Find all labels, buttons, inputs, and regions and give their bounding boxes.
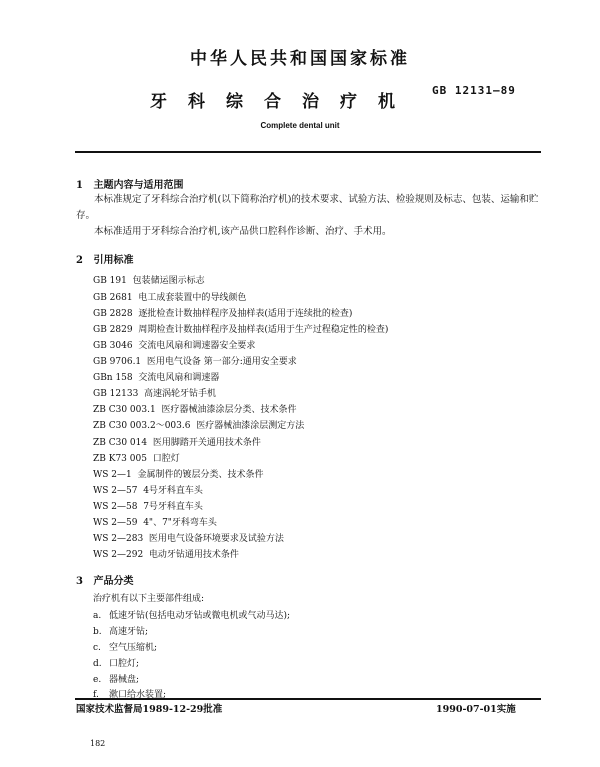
reference-title: 高速涡轮牙钻手机 <box>144 389 217 399</box>
reference-item <box>93 273 205 286</box>
reference-item <box>93 306 352 319</box>
item-text: 空气压缩机; <box>109 643 158 653</box>
item-label: c. <box>93 643 101 653</box>
item-text: 器械盘; <box>109 675 140 685</box>
section-title: 产品分类 <box>93 576 134 587</box>
component-item <box>93 672 139 685</box>
section-2-heading <box>76 251 133 266</box>
section-number: 2 <box>76 255 83 266</box>
reference-title: 交流电风扇和调速器 <box>138 373 220 383</box>
reference-title: 医用电气设备 第一部分:通用安全要求 <box>146 357 297 367</box>
reference-title: 电动牙钻通用技术条件 <box>148 550 239 560</box>
footer-rule <box>75 698 541 700</box>
reference-code: GB 2829 <box>93 325 133 335</box>
reference-item <box>93 515 217 528</box>
approval-date: 国家技术监督局1989-12-29批准 <box>76 704 223 715</box>
reference-item <box>93 467 263 480</box>
reference-code: ZB C30 014 <box>93 438 148 448</box>
section-title: 主题内容与适用范围 <box>93 180 184 191</box>
reference-title: 金属制件的镀层分类、技术条件 <box>137 470 264 480</box>
reference-item <box>93 386 216 399</box>
section-1-para-1: 本标准规定了牙科综合治疗机(以下简称治疗机)的技术要求、试验方法、检验规则及标志、包装、运输和贮存。 <box>76 194 539 221</box>
reference-code: WS 2—57 <box>93 486 138 496</box>
item-label: b. <box>93 627 102 637</box>
item-label: a. <box>93 611 102 621</box>
header-rule <box>75 151 541 153</box>
item-text: 高速牙钻; <box>109 627 149 637</box>
section-title: 引用标准 <box>93 255 134 266</box>
standard-code: GB 12131—89 <box>432 84 516 97</box>
reference-item <box>93 547 239 560</box>
section-1-heading <box>76 176 183 191</box>
item-text: 低速牙钻(包括电动牙钻或微电机或气动马达); <box>109 611 291 621</box>
reference-item <box>93 418 304 431</box>
component-item <box>93 640 157 653</box>
component-item <box>93 608 290 621</box>
reference-code: WS 2—283 <box>93 534 144 544</box>
reference-item <box>93 402 296 415</box>
reference-item <box>93 354 297 367</box>
reference-item <box>93 435 261 448</box>
reference-code: GB 3046 <box>93 341 133 351</box>
reference-title: 医用脚踏开关通用技术条件 <box>152 438 261 448</box>
item-label: e. <box>93 675 102 685</box>
implementation-date: 1990-07-01实施 <box>436 704 516 715</box>
reference-code: GB 2681 <box>93 293 133 303</box>
reference-code: WS 2—1 <box>93 470 132 480</box>
reference-item <box>93 370 219 383</box>
reference-title: 医疗器械油漆涂层测定方法 <box>196 421 305 431</box>
item-text: 口腔灯; <box>109 659 140 669</box>
reference-title: 4号牙科直车头 <box>143 486 203 496</box>
section-3-intro: 治疗机有以下主要部件组成: <box>93 594 205 604</box>
reference-item <box>93 531 284 544</box>
reference-code: ZB K73 005 <box>93 454 147 464</box>
reference-title: 口腔灯 <box>152 454 180 464</box>
reference-item <box>93 338 255 351</box>
reference-item <box>93 322 388 335</box>
item-text: 漱口给水装置; <box>109 690 167 700</box>
section-number: 1 <box>76 180 83 191</box>
reference-code: WS 2—59 <box>93 518 138 528</box>
section-number: 3 <box>76 576 83 587</box>
reference-title: 交流电风扇和调速器安全要求 <box>138 341 256 351</box>
reference-code: ZB C30 003.2～003.6 <box>93 421 191 431</box>
reference-title: 7号牙科直车头 <box>143 502 203 512</box>
reference-title: 电工成套装置中的导线颜色 <box>138 293 247 303</box>
reference-code: WS 2—58 <box>93 502 138 512</box>
reference-code: GB 9706.1 <box>93 357 142 367</box>
reference-item <box>93 499 203 512</box>
reference-code: GBn 158 <box>93 373 133 383</box>
section-3-heading <box>76 572 133 587</box>
reference-title: 4"、7"牙科弯车头 <box>143 518 217 528</box>
reference-title: 包装储运图示标志 <box>132 276 205 286</box>
standard-title: 牙科综合治疗机 <box>150 92 416 112</box>
reference-code: WS 2—292 <box>93 550 144 560</box>
reference-item <box>93 483 203 496</box>
section-1-para-2: 本标准适用于牙科综合治疗机,该产品供口腔科作诊断、治疗、手术用。 <box>94 226 392 237</box>
reference-title: 逐批检查计数抽样程序及抽样表(适用于连续批的检查) <box>138 309 353 319</box>
english-title: Complete dental unit <box>260 121 340 130</box>
reference-code: GB 2828 <box>93 309 133 319</box>
item-label: d. <box>93 659 102 669</box>
reference-code: ZB C30 003.1 <box>93 405 156 415</box>
reference-title: 医用电气设备环境要求及试验方法 <box>148 534 284 544</box>
component-item <box>93 656 139 669</box>
reference-item <box>93 451 180 464</box>
national-standard-title: 中华人民共和国国家标准 <box>190 49 410 69</box>
component-item <box>93 624 148 637</box>
reference-title: 周期检查计数抽样程序及抽样表(适用于生产过程稳定性的检查) <box>138 325 389 335</box>
reference-code: GB 12133 <box>93 389 139 399</box>
reference-title: 医疗器械油漆涂层分类、技术条件 <box>161 405 297 415</box>
page-number: 182 <box>90 739 106 748</box>
reference-item <box>93 290 246 303</box>
item-label: f. <box>93 690 99 700</box>
reference-code: GB 191 <box>93 276 127 286</box>
